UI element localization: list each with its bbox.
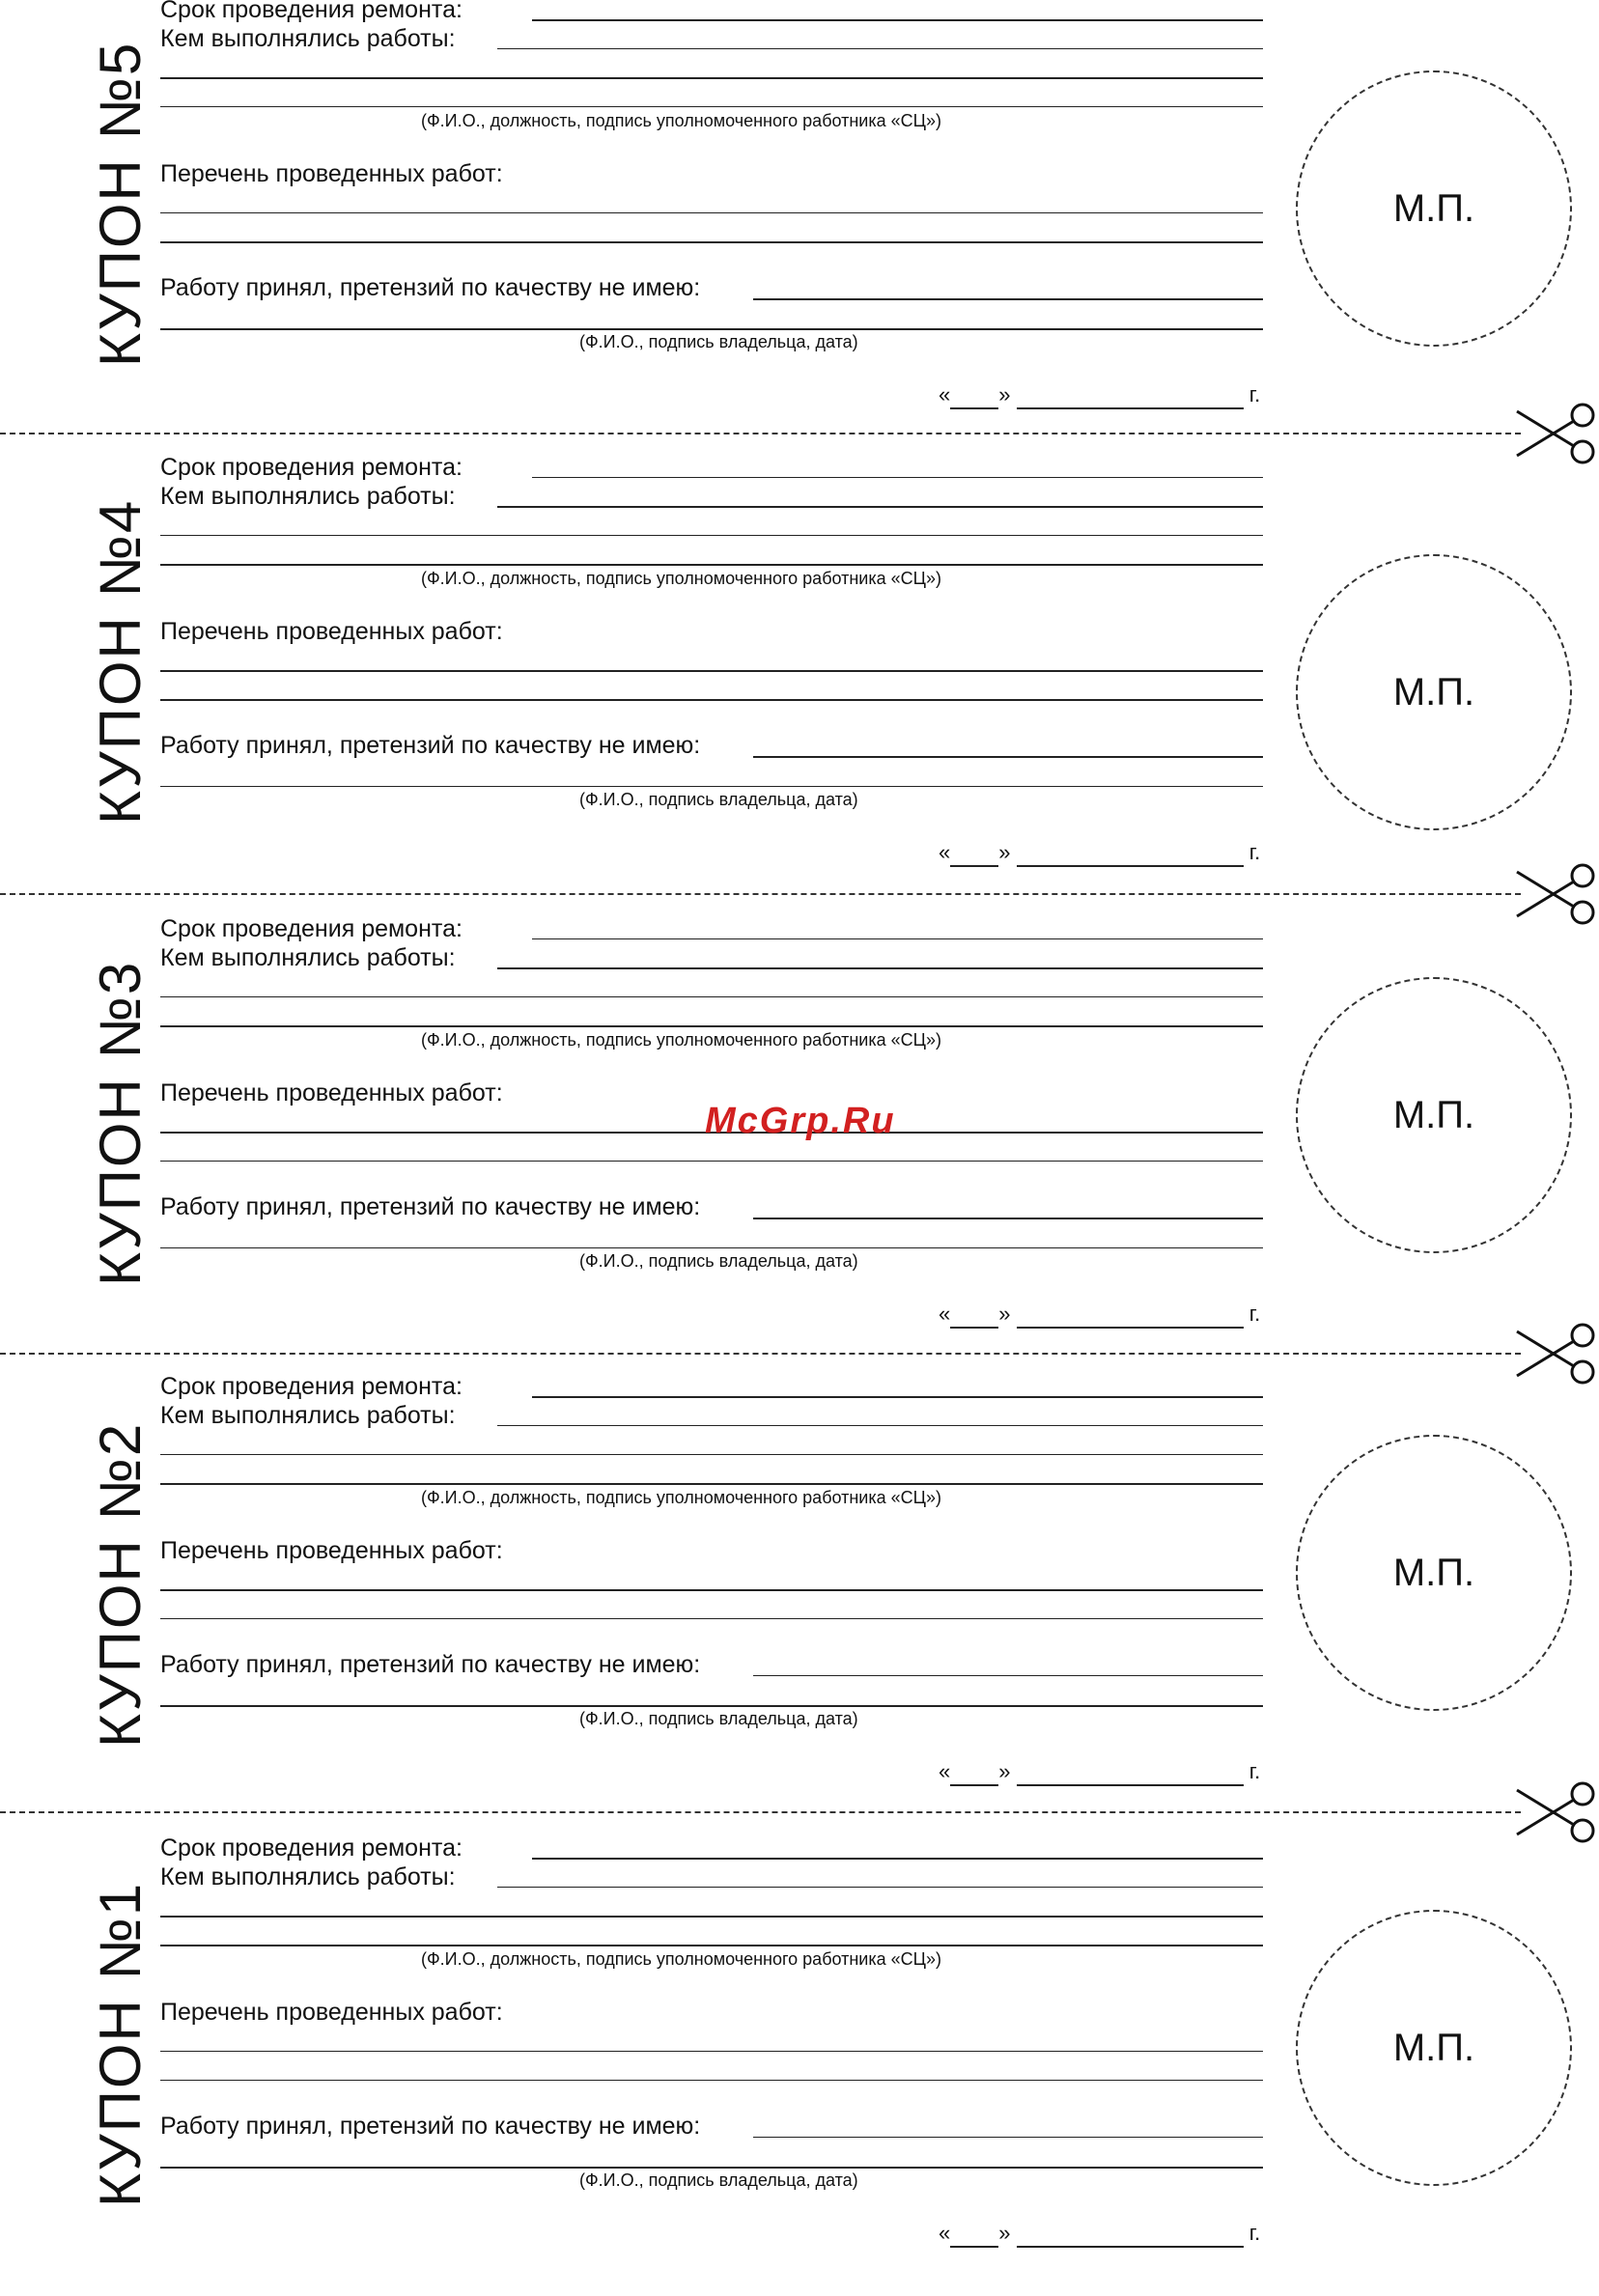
stamp-label: М.П. [1392, 1551, 1475, 1594]
date-close-quote: » [998, 840, 1011, 864]
accepted-label: Работу принял, претензий по качеству не имею: [160, 2113, 701, 2140]
performed-by-line-2[interactable] [160, 535, 1263, 536]
date-field[interactable] [939, 1759, 1260, 1786]
stamp-circle [1296, 1910, 1572, 2186]
date-open-quote: « [939, 1302, 951, 1326]
scissors-icon [1513, 1778, 1596, 1846]
performed-by-label: Кем выполнялись работы: [160, 944, 456, 971]
performed-by-line-3[interactable] [160, 1945, 1263, 1946]
coupon-1 [0, 1834, 1599, 2296]
performed-by-label: Кем выполнялись работы: [160, 25, 456, 52]
performed-by-label: Кем выполнялись работы: [160, 1402, 456, 1429]
date-month-line[interactable] [1017, 840, 1244, 867]
accepted-label: Работу принял, претензий по качеству не имею: [160, 274, 701, 301]
works-list-label: Перечень проведенных работ: [160, 160, 503, 187]
performed-by-line-3[interactable] [160, 564, 1263, 566]
accepted-label: Работу принял, претензий по качеству не имею: [160, 1193, 701, 1220]
scissors-icon [1513, 860, 1596, 928]
works-list-line-2[interactable] [160, 2080, 1263, 2081]
performed-by-line-3[interactable] [160, 1483, 1263, 1485]
stamp-circle [1296, 977, 1572, 1253]
works-list-line-1[interactable] [160, 1589, 1263, 1591]
performed-by-line[interactable] [497, 1887, 1263, 1888]
owner-signature-line[interactable] [160, 328, 1263, 330]
staff-caption: (Ф.И.О., должность, подпись уполномоченного работника «СЦ») [421, 569, 941, 588]
performed-by-line-2[interactable] [160, 77, 1263, 79]
cut-line [0, 1353, 1521, 1355]
stamp-circle [1296, 554, 1572, 830]
accepted-line[interactable] [753, 1675, 1263, 1676]
repair-period-label: Срок проведения ремонта: [160, 1834, 463, 1862]
staff-caption: (Ф.И.О., должность, подпись уполномоченного работника «СЦ») [421, 1488, 941, 1507]
stamp-circle [1296, 70, 1572, 347]
watermark: McGrp.Ru [705, 1101, 896, 1141]
cut-line [0, 433, 1521, 434]
cut-line [0, 893, 1521, 895]
date-open-quote: « [939, 2221, 951, 2245]
performed-by-line-2[interactable] [160, 1454, 1263, 1455]
works-list-line-1[interactable] [160, 670, 1263, 672]
date-year-label: г. [1248, 840, 1261, 864]
performed-by-line[interactable] [497, 506, 1263, 508]
date-year-label: г. [1248, 382, 1261, 406]
performed-by-line-3[interactable] [160, 1025, 1263, 1027]
date-day-line[interactable] [950, 1302, 998, 1329]
accepted-line[interactable] [753, 1218, 1263, 1219]
stamp-label: М.П. [1392, 186, 1475, 230]
performed-by-line[interactable] [497, 48, 1263, 49]
works-list-label: Перечень проведенных работ: [160, 1999, 503, 2026]
works-list-line-1[interactable] [160, 2051, 1263, 2052]
works-list-line-2[interactable] [160, 1161, 1263, 1162]
date-close-quote: » [998, 1302, 1011, 1326]
date-open-quote: « [939, 382, 951, 406]
stamp-circle [1296, 1435, 1572, 1711]
accepted-label: Работу принял, претензий по качеству не имею: [160, 1651, 701, 1678]
performed-by-label: Кем выполнялись работы: [160, 1863, 456, 1890]
repair-period-label: Срок проведения ремонта: [160, 1373, 463, 1400]
stamp-label: М.П. [1392, 670, 1475, 714]
date-field[interactable] [939, 840, 1260, 867]
date-year-label: г. [1248, 1759, 1261, 1783]
coupon-title: КУПОН №3 [88, 960, 153, 1286]
coupon-3 [0, 915, 1599, 1377]
staff-caption: (Ф.И.О., должность, подпись уполномоченного работника «СЦ») [421, 1030, 941, 1050]
coupon-5 [0, 0, 1599, 458]
performed-by-line-2[interactable] [160, 1916, 1263, 1918]
works-list-line-1[interactable] [160, 212, 1263, 213]
date-close-quote: » [998, 382, 1011, 406]
repair-period-line[interactable] [532, 477, 1263, 478]
date-open-quote: « [939, 840, 951, 864]
works-list-line-2[interactable] [160, 1618, 1263, 1619]
date-day-line[interactable] [950, 1759, 998, 1786]
date-year-label: г. [1248, 1302, 1261, 1326]
owner-caption: (Ф.И.О., подпись владельца, дата) [579, 1709, 858, 1728]
stamp-label: М.П. [1392, 2026, 1475, 2069]
date-close-quote: » [998, 2221, 1011, 2245]
performed-by-line-2[interactable] [160, 996, 1263, 997]
owner-caption: (Ф.И.О., подпись владельца, дата) [579, 332, 858, 351]
date-field[interactable] [939, 382, 1260, 409]
coupon-title: КУПОН №4 [88, 498, 153, 825]
repair-period-label: Срок проведения ремонта: [160, 915, 463, 942]
accepted-line[interactable] [753, 756, 1263, 758]
accepted-line[interactable] [753, 298, 1263, 300]
owner-signature-line[interactable] [160, 1247, 1263, 1248]
date-open-quote: « [939, 1759, 951, 1783]
accepted-line[interactable] [753, 2137, 1263, 2138]
date-field[interactable] [939, 2221, 1260, 2248]
date-day-line[interactable] [950, 840, 998, 867]
repair-period-line[interactable] [532, 19, 1263, 21]
coupon-title: КУПОН №2 [88, 1421, 153, 1748]
repair-period-label: Срок проведения ремонта: [160, 0, 463, 23]
date-field[interactable] [939, 1302, 1260, 1329]
works-list-label: Перечень проведенных работ: [160, 1537, 503, 1564]
owner-signature-line[interactable] [160, 2167, 1263, 2169]
coupon-title: КУПОН №1 [88, 1881, 153, 2207]
works-list-label: Перечень проведенных работ: [160, 1079, 503, 1106]
date-month-line[interactable] [1017, 1302, 1244, 1329]
coupon-title: КУПОН №5 [88, 41, 153, 367]
coupon-4 [0, 454, 1599, 915]
date-month-line[interactable] [1017, 1759, 1244, 1786]
works-list-label: Перечень проведенных работ: [160, 618, 503, 645]
works-list-line-2[interactable] [160, 241, 1263, 243]
works-list-line-2[interactable] [160, 699, 1263, 701]
date-close-quote: » [998, 1759, 1011, 1783]
repair-period-line[interactable] [532, 938, 1263, 939]
owner-signature-line[interactable] [160, 1705, 1263, 1707]
performed-by-line[interactable] [497, 967, 1263, 969]
owner-signature-line[interactable] [160, 786, 1263, 787]
owner-caption: (Ф.И.О., подпись владельца, дата) [579, 790, 858, 809]
coupon-2 [0, 1373, 1599, 1834]
date-year-label: г. [1248, 2221, 1261, 2245]
performed-by-line-3[interactable] [160, 106, 1263, 107]
date-day-line[interactable] [950, 2221, 998, 2248]
cut-line [0, 1811, 1521, 1813]
date-month-line[interactable] [1017, 382, 1244, 409]
stamp-label: М.П. [1392, 1093, 1475, 1136]
owner-caption: (Ф.И.О., подпись владельца, дата) [579, 2170, 858, 2190]
repair-period-label: Срок проведения ремонта: [160, 454, 463, 481]
performed-by-label: Кем выполнялись работы: [160, 483, 456, 510]
staff-caption: (Ф.И.О., должность, подпись уполномоченного работника «СЦ») [421, 1949, 941, 1969]
staff-caption: (Ф.И.О., должность, подпись уполномоченного работника «СЦ») [421, 111, 941, 130]
accepted-label: Работу принял, претензий по качеству не имею: [160, 732, 701, 759]
date-day-line[interactable] [950, 382, 998, 409]
performed-by-line[interactable] [497, 1425, 1263, 1426]
date-month-line[interactable] [1017, 2221, 1244, 2248]
owner-caption: (Ф.И.О., подпись владельца, дата) [579, 1251, 858, 1271]
repair-period-line[interactable] [532, 1396, 1263, 1398]
repair-period-line[interactable] [532, 1858, 1263, 1860]
